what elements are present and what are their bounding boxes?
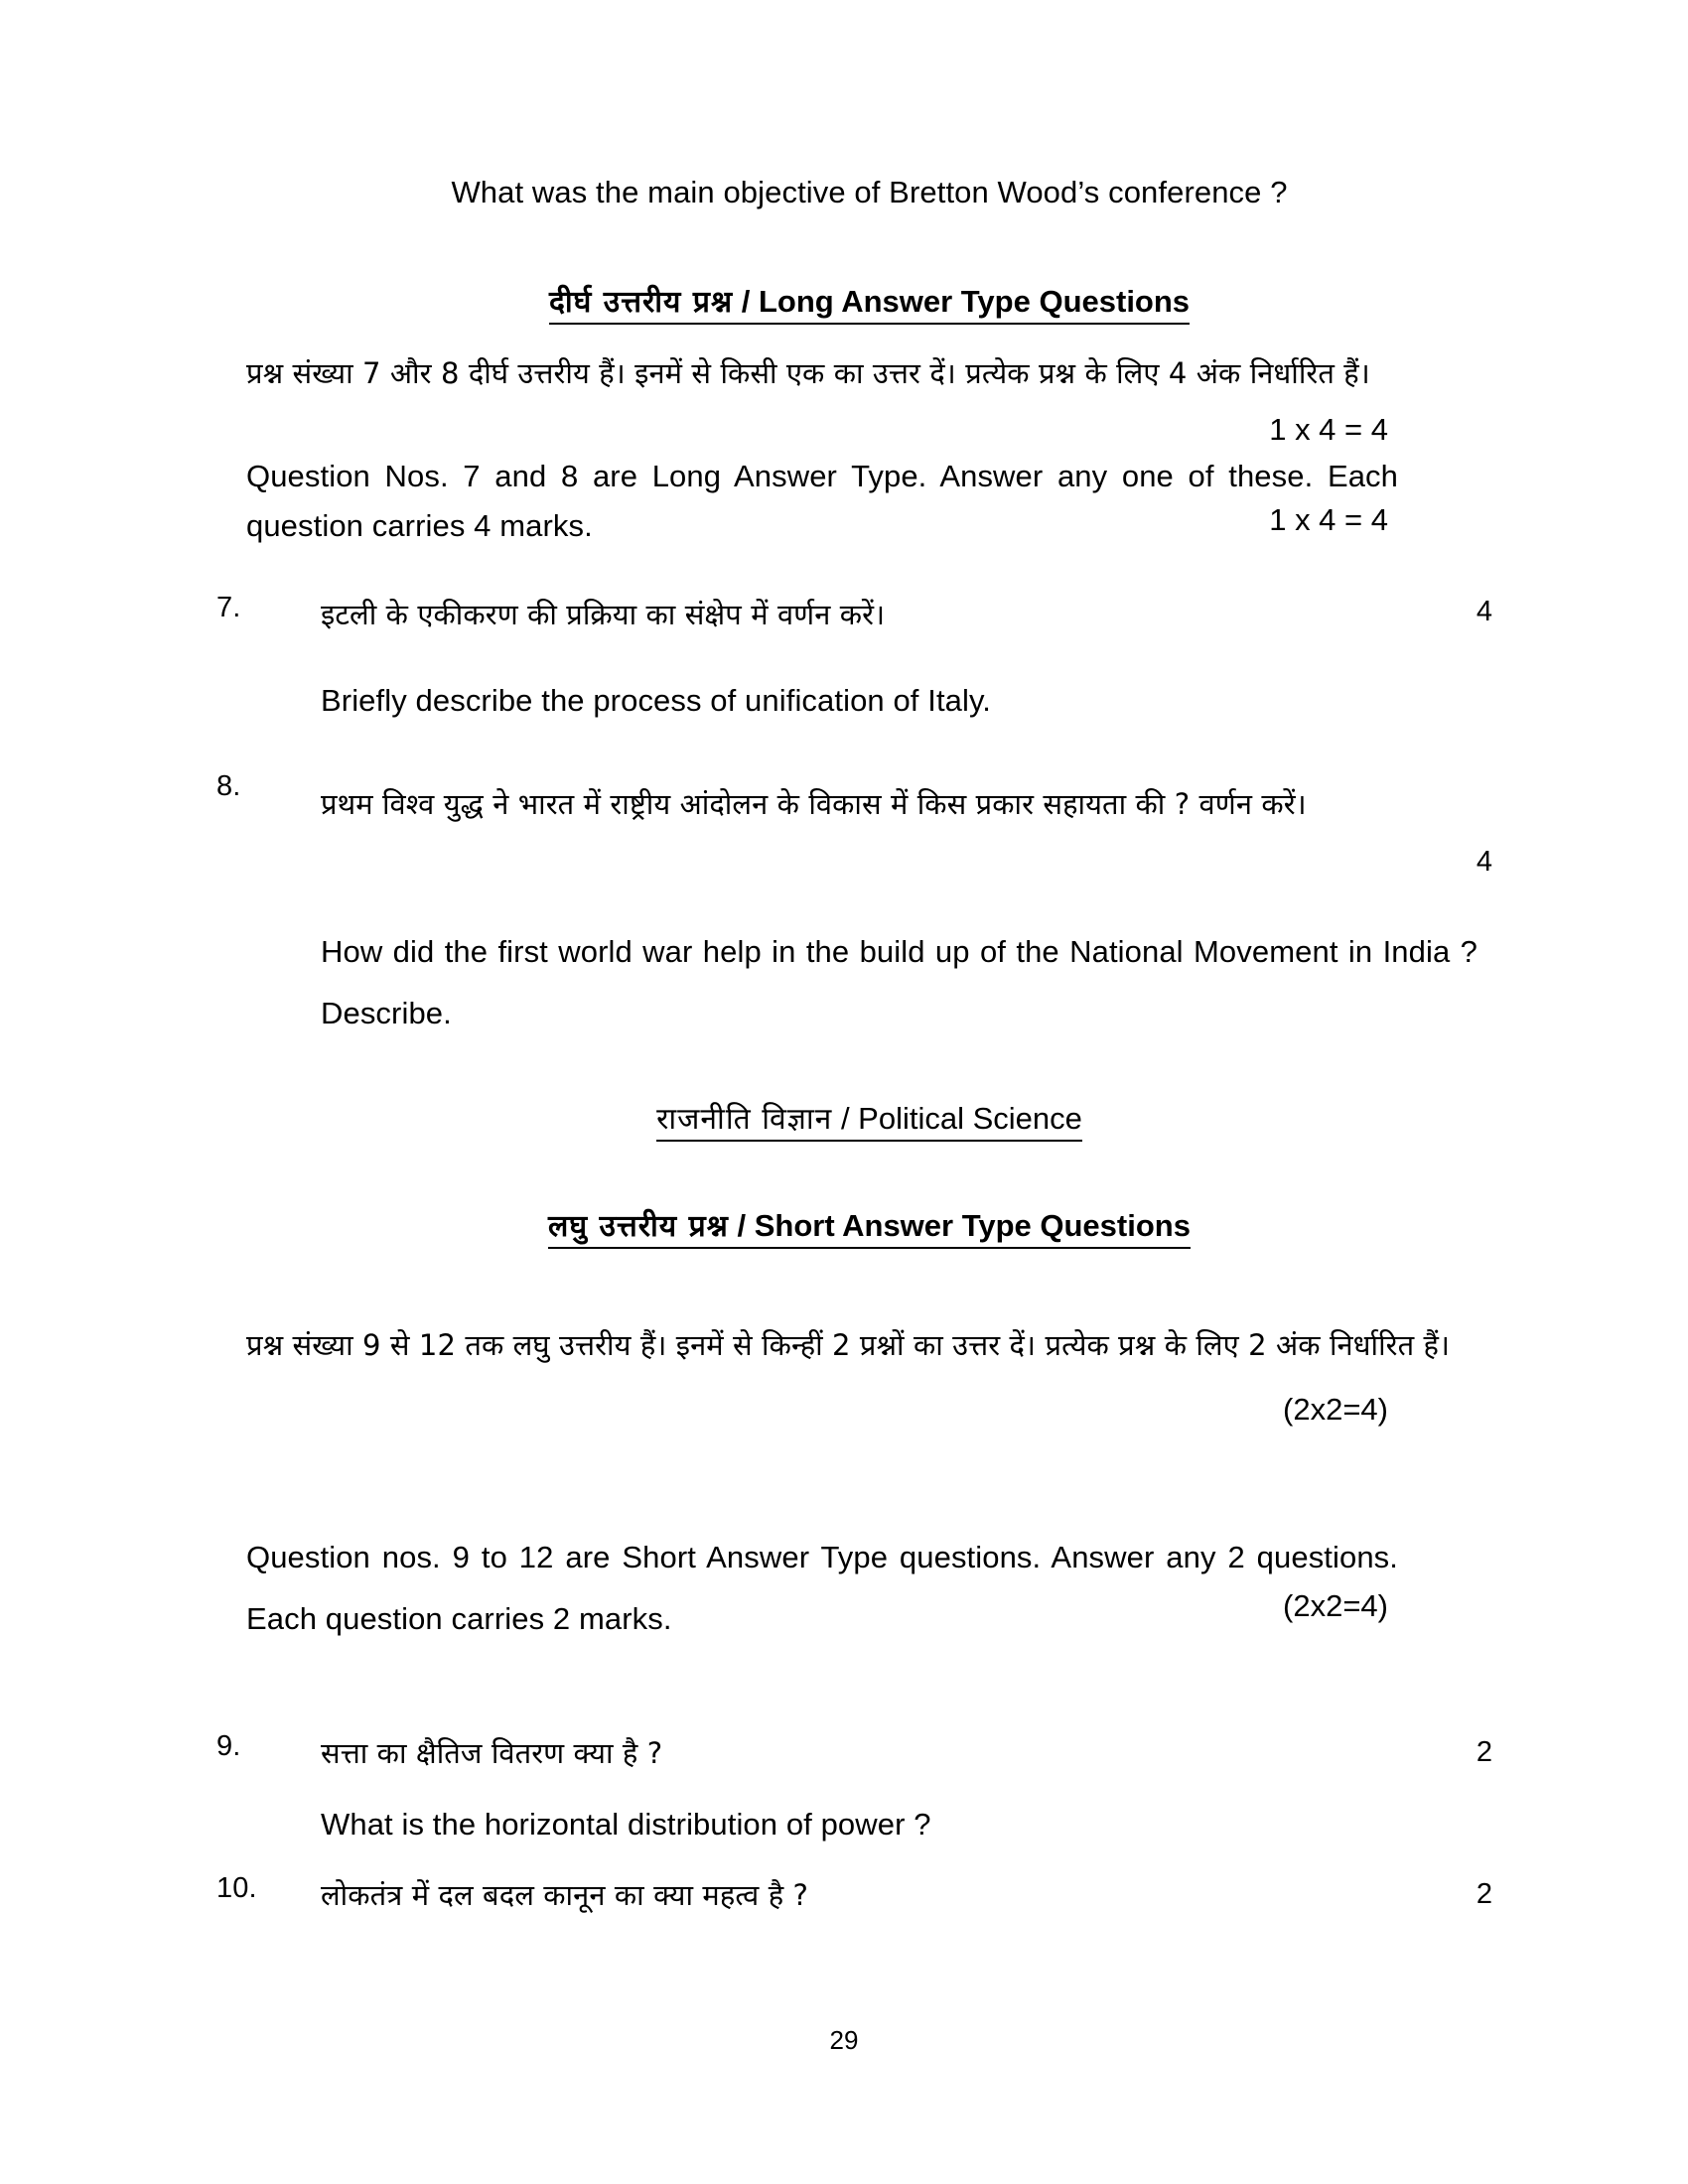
long-answer-instruction-hindi-row bbox=[246, 349, 1492, 447]
short-answer-instruction-english-marks: (2x2=4) bbox=[1283, 1588, 1388, 1623]
long-answer-heading-separator: / bbox=[733, 284, 759, 319]
question-9-text-english: What is the horizontal distribution of power ? bbox=[321, 1807, 931, 1842]
long-answer-instruction-hindi-marks: 1 x 4 = 4 bbox=[1269, 412, 1388, 447]
question-9-marks: 2 bbox=[1476, 1736, 1492, 1768]
bretton-wood-question-row bbox=[246, 177, 1492, 207]
question-9-text-hindi: सत्ता का क्षैतिज वितरण क्या है ? bbox=[321, 1736, 663, 1770]
question-10-marks: 2 bbox=[1476, 1878, 1492, 1910]
question-8 bbox=[216, 770, 1492, 878]
long-answer-instruction-english-row bbox=[246, 452, 1492, 551]
question-9-number: 9. bbox=[216, 1730, 241, 1762]
short-answer-instruction-hindi: प्रश्न संख्या 9 से 12 तक लघु उत्तरीय हैं। इनमें से किन्हीं 2 प्रश्नों का उत्तर दें। प्रत्येक प्रश्न के लिए 2 अंक निर्धारित हैं। bbox=[246, 1328, 1451, 1362]
question-9 bbox=[216, 1730, 1492, 1776]
question-8-marks: 4 bbox=[1476, 846, 1492, 878]
question-8-text-english: How did the first world war help in the build up of the National Movement in India ? Describe. bbox=[321, 934, 1486, 1030]
long-answer-heading-english: Long Answer Type Questions bbox=[759, 284, 1191, 319]
political-science-heading-english: Political Science bbox=[858, 1101, 1082, 1136]
question-10-number: 10. bbox=[216, 1872, 257, 1904]
question-8-text-hindi: प्रथम विश्व युद्ध ने भारत में राष्ट्रीय आंदोलन के विकास में किस प्रकार सहायता की ? वर्णन करें। bbox=[321, 787, 1307, 821]
short-answer-heading-english: Short Answer Type Questions bbox=[754, 1208, 1191, 1243]
short-answer-instruction-hindi-row bbox=[246, 1310, 1492, 1427]
bretton-wood-question-text: What was the main objective of Bretton Wood’s conference ? bbox=[451, 175, 1288, 209]
long-answer-heading bbox=[246, 280, 1492, 325]
short-answer-heading-separator: / bbox=[728, 1208, 755, 1243]
question-8-number: 8. bbox=[216, 770, 241, 802]
question-10 bbox=[216, 1872, 1492, 1918]
question-10-text-hindi: लोकतंत्र में दल बदल कानून का क्या महत्व है ? bbox=[321, 1878, 809, 1912]
question-7-english-row bbox=[246, 685, 1492, 716]
long-answer-instruction-hindi: प्रश्न संख्या 7 और 8 दीर्घ उत्तरीय हैं। इनमें से किसी एक का उत्तर दें। प्रत्येक प्रश्न के लिए 4 अंक निर्धारित हैं। bbox=[246, 356, 1370, 390]
question-7-text-hindi: इटली के एकीकरण की प्रक्रिया का संक्षेप में वर्णन करें। bbox=[321, 598, 886, 631]
short-answer-heading bbox=[246, 1204, 1492, 1249]
page-number: 29 bbox=[829, 2025, 859, 2055]
short-answer-heading-hindi: लघु उत्तरीय प्रश्न bbox=[548, 1209, 729, 1244]
short-answer-instruction-hindi-marks: (2x2=4) bbox=[1283, 1392, 1388, 1427]
question-7-marks: 4 bbox=[1476, 596, 1492, 627]
question-7-text-english: Briefly describe the process of unification of Italy. bbox=[321, 683, 991, 718]
long-answer-instruction-english: Question Nos. 7 and 8 are Long Answer Type. Answer any one of these. Each question carries 4 marks. bbox=[246, 459, 1407, 544]
political-science-heading-separator: / bbox=[832, 1101, 859, 1136]
question-7-number: 7. bbox=[216, 592, 241, 623]
question-9-english-row bbox=[246, 1809, 1492, 1840]
question-8-english-row bbox=[246, 921, 1492, 1044]
short-answer-instruction-english: Question nos. 9 to 12 are Short Answer Type questions. Answer any 2 questions. Each question carries 2 marks. bbox=[246, 1540, 1407, 1636]
long-answer-heading-hindi: दीर्घ उत्तरीय प्रश्न bbox=[548, 285, 734, 320]
political-science-heading-hindi: राजनीति विज्ञान bbox=[656, 1102, 833, 1137]
long-answer-instruction-english-marks: 1 x 4 = 4 bbox=[1269, 502, 1388, 537]
question-7 bbox=[216, 592, 1492, 637]
short-answer-instruction-english-row bbox=[246, 1527, 1492, 1650]
political-science-subject-heading bbox=[246, 1097, 1492, 1142]
